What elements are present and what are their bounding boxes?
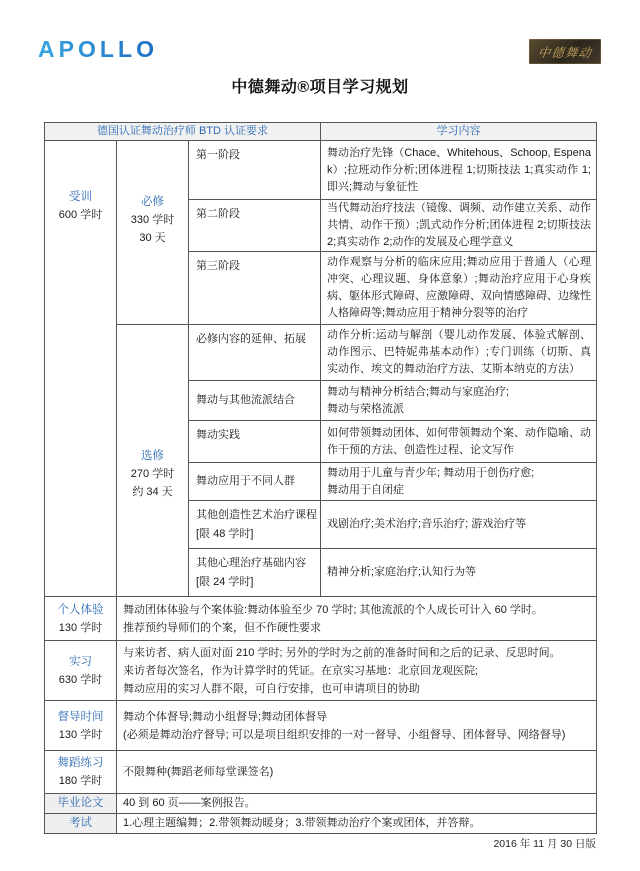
module-name-cell bbox=[189, 549, 320, 596]
requirement-content-line: 1.心理主题编舞；2.带领舞动暖身；3.带领舞动治疗个案或团体，并答辩。 bbox=[123, 817, 481, 829]
module-name: 其他创造性艺术治疗课程 bbox=[196, 508, 317, 521]
header-content: 学习内容 bbox=[436, 125, 481, 137]
module-content: 如何带领舞动团体、如何带领舞动个案、动作隐喻、动作干预的方法、创造性过程、论文写作 bbox=[327, 426, 591, 456]
study-plan-table bbox=[44, 122, 597, 834]
module-name: 舞动应用于不同人群 bbox=[196, 475, 295, 487]
module-content-cell bbox=[321, 381, 596, 420]
requirement-hours: 130 学时 bbox=[58, 621, 103, 634]
module-content: 戏剧治疗;美术治疗;音乐治疗; 游戏治疗等 bbox=[327, 518, 527, 530]
requirement-label-cell bbox=[45, 814, 116, 833]
module-content: 当代舞动治疗技法（镜像、调频、动作建立关系、动作共情、动作干预）;凯式动作分析;团体进程 2;切斯技法 2;真实动作 2;动作的发展及心理学意义 bbox=[327, 202, 591, 248]
module-content-line: 舞动与荣格流派 bbox=[327, 402, 404, 415]
module-content-cell bbox=[321, 421, 596, 462]
module-name-cell bbox=[189, 252, 320, 324]
training-cell bbox=[45, 141, 116, 596]
module-content-cell bbox=[321, 501, 596, 548]
requirement-content-line: 不限舞种(舞蹈老师每堂课签名) bbox=[123, 766, 274, 778]
module-content-cell bbox=[321, 325, 596, 380]
required-cell bbox=[117, 141, 188, 324]
zhongde-dance-logo bbox=[529, 39, 601, 64]
requirement-content-cell bbox=[117, 701, 596, 750]
elective-label: 选修 bbox=[141, 449, 164, 462]
requirement-content-line: (必须是舞动治疗督导; 可以是项目组织安排的一对一督导、小组督导、团体督导、网络督导) bbox=[123, 728, 566, 741]
apollo-logo bbox=[37, 37, 157, 61]
module-content: 精神分析;家庭治疗;认知行为等 bbox=[327, 566, 477, 578]
module-content-cell bbox=[321, 252, 596, 324]
requirement-content-cell bbox=[117, 751, 596, 793]
elective-hours: 270 学时 bbox=[130, 467, 175, 480]
requirement-label: 舞蹈练习 bbox=[57, 757, 104, 769]
module-name-cell bbox=[189, 200, 320, 251]
requirement-label: 实习 bbox=[69, 655, 92, 668]
module-name: 第一阶段 bbox=[196, 149, 240, 161]
requirement-label: 考试 bbox=[69, 817, 92, 829]
module-content-cell bbox=[321, 200, 596, 251]
requirement-label-cell bbox=[45, 794, 116, 813]
module-name: 其他心理治疗基础内容 bbox=[196, 556, 306, 569]
module-content-line: 舞动用于自闭症 bbox=[327, 483, 404, 496]
module-name-cell bbox=[189, 141, 320, 199]
module-name-cell bbox=[189, 381, 320, 420]
requirement-content-line: 与来访者、病人面对面 210 学时; 另外的学时为之前的准备时间和之后的记录、反思时间。 bbox=[123, 646, 561, 659]
requirement-label-cell bbox=[45, 751, 116, 793]
module-content-line: 舞动与精神分析结合;舞动与家庭治疗; bbox=[327, 385, 510, 398]
requirement-content-line: 舞动团体体验与个案体验:舞动体验至少 70 学时; 其他流派的个人成长可计入 60 学时。 bbox=[123, 603, 543, 616]
module-content: 舞动治疗先锋（Chace、Whitehous、Schoop, Espenak）;拉班动作分析;团体进程 1;切斯技法 1;真实动作 1;即兴;舞动与象征性 bbox=[327, 146, 591, 193]
page-title: 中德舞动®项目学习规划 bbox=[231, 79, 409, 96]
requirement-content-cell bbox=[117, 794, 596, 813]
module-name: 第二阶段 bbox=[196, 208, 240, 220]
requirement-label-cell bbox=[45, 641, 116, 700]
module-name-cell bbox=[189, 421, 320, 462]
header-requirements: 德国认证舞动治疗师 BTD 认证要求 bbox=[96, 125, 269, 137]
header-content-cell bbox=[321, 123, 596, 140]
module-hour-limit: [限 24 学时] bbox=[196, 575, 254, 588]
requirement-hours: 130 学时 bbox=[58, 728, 103, 741]
module-content-cell bbox=[321, 463, 596, 500]
required-hours: 330 学时 bbox=[130, 213, 175, 226]
requirement-hours: 630 学时 bbox=[58, 673, 103, 686]
requirement-label: 毕业论文 bbox=[57, 797, 104, 809]
module-name-cell bbox=[189, 501, 320, 548]
required-days: 30 天 bbox=[139, 231, 166, 244]
requirement-label-cell bbox=[45, 701, 116, 750]
requirement-content-line: 推荐预约导师们的个案，但不作硬性要求 bbox=[123, 621, 321, 634]
requirement-content-cell bbox=[117, 597, 596, 640]
requirement-label: 督导时间 bbox=[57, 710, 104, 723]
module-name-cell bbox=[189, 463, 320, 500]
requirement-content-line: 舞动个体督导;舞动小组督导;舞动团体督导 bbox=[123, 710, 328, 723]
module-name: 舞动与其他流派结合 bbox=[196, 394, 295, 406]
module-content: 动作分析:运动与解剖（婴儿动作发展、体验式解剖、动作图示、巴特妮弗基本动作）;专门训练（切斯、真实动作、埃文的舞动治疗方法、艾斯本纳克的方法） bbox=[327, 329, 591, 375]
required-label: 必修 bbox=[141, 195, 164, 208]
requirement-content-cell bbox=[117, 641, 596, 700]
module-content-line: 舞动用于儿童与青少年; 舞动用于创伤疗愈; bbox=[327, 466, 535, 479]
header-requirements-cell bbox=[45, 123, 320, 140]
module-name-cell bbox=[189, 325, 320, 380]
version-date: 2016 年 11 月 30 日版 bbox=[493, 838, 596, 850]
module-hour-limit: [限 48 学时] bbox=[196, 527, 254, 540]
module-content: 动作观察与分析的临床应用;舞动应用于普通人（心理冲突、心理议题、身体意象）;舞动治疗应用于心身疾病、躯体形式障碍、应激障碍、双向情感障碍、边缘性人格障碍等;舞动应用于精神分裂等的治疗 bbox=[327, 256, 591, 319]
requirement-content-line: 来访者每次签名，作为计算学时的凭证。在京实习基地：北京回龙观医院; bbox=[123, 664, 479, 677]
module-name: 舞动实践 bbox=[196, 429, 240, 441]
elective-cell bbox=[117, 325, 188, 596]
module-name: 第三阶段 bbox=[196, 260, 240, 272]
requirement-hours: 180 学时 bbox=[58, 775, 103, 787]
module-name: 必修内容的延伸、拓展 bbox=[196, 333, 306, 345]
elective-days: 约 34 天 bbox=[132, 485, 173, 498]
apollo-logo-text: APOLLO bbox=[38, 37, 154, 61]
training-label: 受训 bbox=[69, 191, 92, 203]
badge-text: 中德舞动 bbox=[536, 44, 593, 60]
requirement-content-line: 舞动应用的实习人群不限，可自行安排，也可申请项目的协助 bbox=[123, 682, 420, 695]
module-content-cell bbox=[321, 141, 596, 199]
module-content-cell bbox=[321, 549, 596, 596]
requirement-label: 个人体验 bbox=[57, 603, 104, 616]
requirement-content-line: 40 到 60 页——案例报告。 bbox=[123, 797, 256, 809]
requirement-content-cell bbox=[117, 814, 596, 833]
requirement-label-cell bbox=[45, 597, 116, 640]
training-hours: 600 学时 bbox=[58, 209, 103, 221]
